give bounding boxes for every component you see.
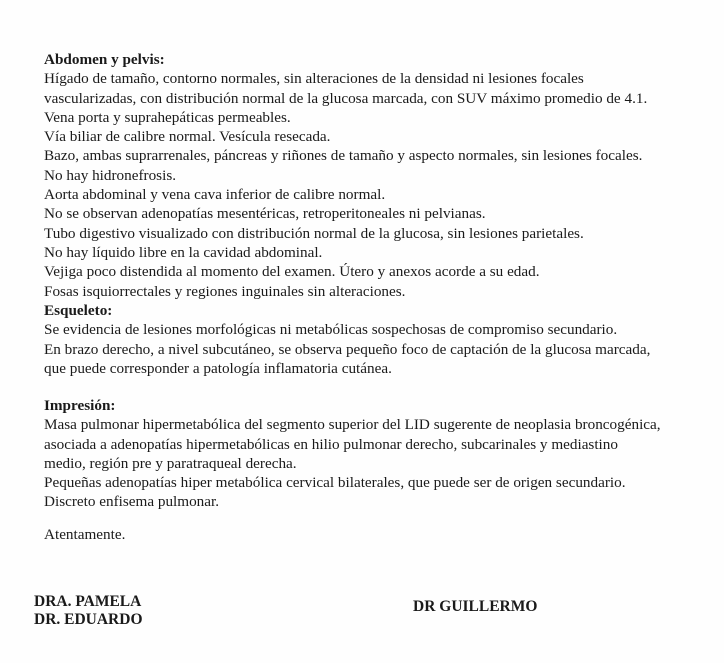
abdomen-line: Bazo, ambas suprarrenales, páncreas y riñones de tamaño y aspecto normales, sin lesiones focales.	[44, 147, 643, 165]
abdomen-line: No se observan adenopatías mesentéricas, retroperitoneales ni pelvianas.	[44, 205, 486, 223]
esqueleto-line: Se evidencia de lesiones morfológicas ni metabólicas sospechosas de compromiso secundario.	[44, 321, 618, 339]
impresion-heading: Impresión:	[44, 397, 116, 414]
abdomen-line: Tubo digestivo visualizado con distribución normal de la glucosa, sin lesiones parietales.	[44, 224, 584, 242]
impresion-line: Discreto enfisema pulmonar.	[44, 493, 220, 511]
abdomen-line: Hígado de tamaño, contorno normales, sin alteraciones de la densidad ni lesiones focales	[44, 70, 584, 88]
esqueleto-line: En brazo derecho, a nivel subcutáneo, se observa pequeño foco de captación de la glucosa marcada,	[44, 340, 651, 358]
abdomen-line: vascularizadas, con distribución normal de la glucosa marcada, con SUV máximo promedio de 4.1.	[44, 89, 648, 107]
abdomen-section	[44, 50, 704, 301]
abdomen-line: No hay líquido libre en la cavidad abdominal.	[44, 243, 323, 261]
impresion-line: Pequeñas adenopatías hiper metabólica cervical bilaterales, que puede ser de origen secundario.	[44, 474, 626, 492]
impresion-section	[44, 396, 704, 512]
signature-block-right	[413, 598, 537, 616]
signature-name: DR. EDUARDO	[34, 611, 143, 628]
esqueleto-heading: Esqueleto:	[44, 302, 113, 319]
abdomen-line: Vía biliar de calibre normal. Vesícula resecada.	[44, 128, 331, 146]
signature-name: DRA. PAMELA	[34, 593, 142, 610]
impresion-line: Masa pulmonar hipermetabólica del segmento superior del LID sugerente de neoplasia broncogénica,	[44, 416, 661, 434]
abdomen-heading: Abdomen y pelvis:	[44, 51, 165, 68]
esqueleto-section	[44, 301, 704, 378]
abdomen-line: No hay hidronefrosis.	[44, 166, 177, 184]
abdomen-line: Fosas isquiorrectales y regiones inguinales sin alteraciones.	[44, 282, 406, 300]
abdomen-line: Aorta abdominal y vena cava inferior de calibre normal.	[44, 186, 386, 204]
abdomen-line: Vena porta y suprahepáticas permeables.	[44, 108, 291, 126]
signature-block-left	[34, 593, 143, 629]
abdomen-line: Vejiga poco distendida al momento del examen. Útero y anexos acorde a su edad.	[44, 263, 540, 281]
closing-text: Atentamente.	[44, 526, 126, 543]
impresion-line: asociada a adenopatías hipermetabólicas en hilio pulmonar derecho, subcarinales y mediastino	[44, 435, 618, 453]
signature-name: DR GUILLERMO	[413, 598, 538, 615]
esqueleto-line: que puede corresponder a patología inflamatoria cutánea.	[44, 359, 392, 377]
closing-section	[44, 525, 704, 544]
impresion-line: medio, región pre y paratraqueal derecha.	[44, 454, 297, 472]
